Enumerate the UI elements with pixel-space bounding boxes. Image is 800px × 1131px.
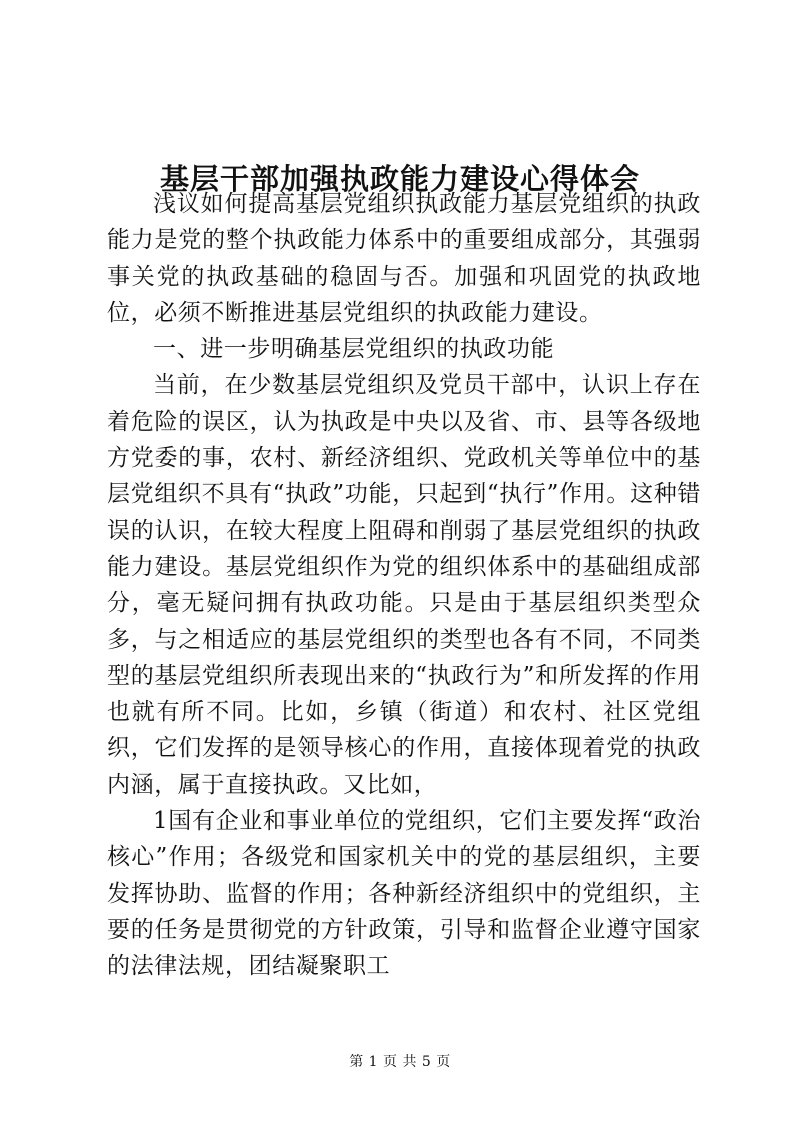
document-title: 基层干部加强执政能力建设心得体会 — [159, 162, 640, 197]
section-heading: 一、进一步明确基层党组织的执政功能 — [153, 336, 555, 363]
paragraph-intro: 浅议如何提高基层党组织执政能力基层党组织的执政能力是党的整个执政能力体系中的重要组成部分，其强弱事关党的执政基础的稳固与否。加强和巩固党的执政地位，必须不断推进基层党组织的执政能力建设。 — [107, 191, 701, 326]
paragraph-section-one: 当前，在少数基层党组织及党员干部中，认识上存在着危险的误区，认为执政是中央以及省、市、县等各级地方党委的事，农村、新经济组织、党政机关等单位中的基层党组织不具有“执政”功能，只起到“执行”作用。这种错误的认识，在较大程度上阻碍和削弱了基层党组织的执政能力建设。基层党组织作为党的组织体系中的基础组成部分，毫无疑问拥有执政功能。只是由于基层组织类型众多，与之相适应的基层党组织的类型也各有不同，不同类型的基层党组织所表现出来的“执政行为”和所发挥的作用也就有所不同。比如，乡镇（街道）和农村、社区党组织，它们发挥的是领导核心的作用，直接体现着党的执政内涵，属于直接执政。又比如， — [107, 372, 701, 798]
paragraph-continuation: 1国有企业和事业单位的党组织，它们主要发挥“政治核心”作用；各级党和国家机关中的党的基层组织，主要发挥协助、监督的作用；各种新经济组织中的党组织，主要的任务是贯彻党的方针政策，引导和监督企业遵守国家的法律法规，团结凝聚职工 — [107, 808, 701, 980]
page-footer: 第 1 页 共 5 页 — [349, 1054, 451, 1070]
document-body — [107, 186, 701, 985]
